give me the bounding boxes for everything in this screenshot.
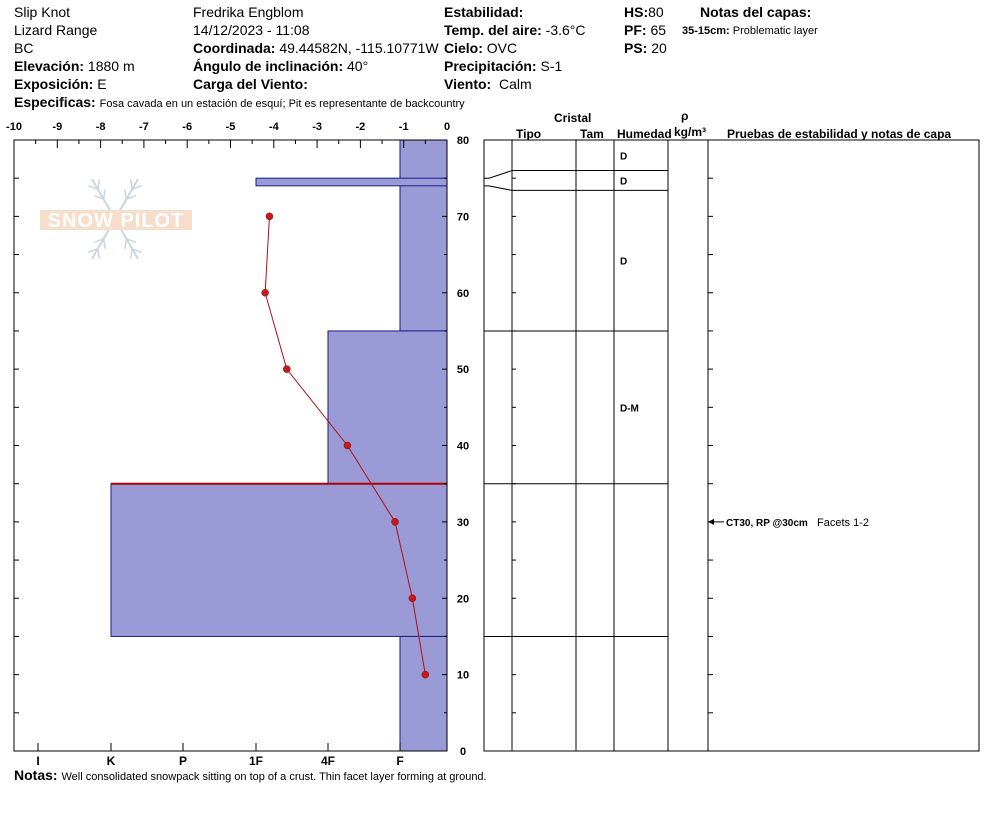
temp-tick-label: -2	[355, 121, 366, 133]
snowpilot-logo	[40, 179, 192, 259]
pf-value: 65	[650, 22, 667, 38]
temp-tick-label: -3	[312, 121, 322, 133]
layer-humidity: D	[620, 151, 628, 163]
logo-text: SNOW PILOT	[47, 210, 185, 232]
snowflake-branch	[98, 249, 100, 259]
snowflake-branch	[104, 189, 106, 199]
hardness-tick-label: I	[36, 754, 40, 768]
specifics-label: Especificas:	[14, 94, 96, 110]
height-tick-label: 70	[456, 211, 470, 224]
humedad-header: Humedad	[617, 127, 672, 141]
snowflake-branch	[125, 239, 127, 249]
exposure-value: E	[97, 76, 107, 92]
specifics-text: Fosa cavada en un estación de esquí; Pit es representante de backcountry	[99, 98, 465, 110]
pf-label: PF:	[624, 22, 647, 38]
layer-connector	[484, 186, 512, 191]
hardness-tick-label: P	[178, 754, 188, 768]
sky-value: OVC	[486, 40, 518, 56]
temp-tick-label: -7	[139, 121, 149, 133]
observation-datetime: 14/12/2023 - 11:08	[193, 22, 310, 38]
temperature-point	[262, 289, 269, 296]
temp-tick-label: 0	[443, 121, 451, 133]
ps-value: 20	[651, 40, 667, 56]
temperature-point	[392, 518, 399, 525]
layer-table-frame	[484, 140, 979, 751]
layer-connector	[484, 171, 512, 179]
temp-tick-label: -1	[398, 121, 409, 133]
hs-label: HS:	[624, 4, 649, 20]
layer-humidity: D-M	[620, 403, 639, 415]
precip-label: Precipitación:	[444, 58, 537, 74]
slope-label: Ángulo de inclinación:	[193, 58, 344, 74]
slope-value: 40°	[347, 58, 369, 74]
height-tick-label: 50	[456, 364, 470, 377]
hardness-bar	[111, 484, 447, 637]
notes-label: Notas:	[14, 767, 58, 783]
temperature-point	[409, 595, 416, 602]
temp-tick-label: -5	[225, 121, 236, 133]
temperature-point	[422, 671, 429, 678]
observer-name: Fredrika Engblom	[193, 4, 304, 20]
coordinate-value: 49.44582N, -115.10771W	[279, 40, 439, 56]
location-name: Slip Knot	[14, 4, 71, 20]
height-tick-label: 60	[456, 287, 470, 300]
region-name: BC	[14, 40, 34, 56]
hardness-bar	[328, 331, 447, 484]
notes-text: Well consolidated snowpack sitting on top of a crust. Thin facet layer forming at ground.	[61, 771, 487, 783]
height-tick-label: 40	[456, 440, 470, 453]
test-note: Facets 1-2	[817, 516, 869, 529]
height-tick-label: 80	[456, 135, 470, 147]
tests-header: Pruebas de estabilidad y notas de capa	[727, 127, 952, 141]
density-symbol: ρ	[681, 109, 689, 123]
temp-tick-label: -10	[6, 121, 22, 133]
ps-label: PS:	[624, 40, 648, 56]
air-temp-value: -3.6°C	[545, 22, 586, 38]
height-tick-label: 30	[456, 516, 470, 529]
stability-label: Estabilidad:	[444, 4, 524, 20]
air-temp-label: Temp. del aire:	[444, 22, 542, 38]
exposure-label: Exposición:	[14, 76, 94, 92]
precip-value: S-1	[540, 58, 563, 74]
temperature-point	[266, 213, 273, 220]
height-tick-label: 10	[456, 669, 470, 682]
layer-humidity: D	[620, 256, 628, 268]
test-result: CT30, RP @30cm	[726, 517, 808, 529]
snowflake-branch	[130, 249, 132, 259]
temperature-point	[283, 366, 290, 373]
layer-notes-label: Notas del capas:	[700, 4, 812, 20]
layer-note-text: Problematic layer	[732, 25, 818, 37]
hardness-bar	[400, 140, 447, 331]
layer-note-range: 35-15cm:	[682, 25, 730, 37]
hardness-bar	[400, 636, 447, 751]
snowflake-branch	[125, 189, 127, 199]
hardness-tick-label: 1F	[248, 754, 264, 768]
hardness-bar	[256, 178, 447, 186]
tipo-header: Tipo	[516, 127, 542, 141]
elevation-value: 1880 m	[87, 58, 135, 74]
density-unit: kg/m³	[674, 125, 707, 139]
layer-humidity: D	[620, 176, 628, 188]
snowflake-branch	[98, 179, 100, 189]
range-name: Lizard Range	[14, 22, 98, 38]
height-tick-label: 0	[459, 746, 467, 758]
snowflake-branch	[104, 239, 106, 249]
sky-label: Cielo:	[444, 40, 483, 56]
temp-tick-label: -9	[52, 121, 63, 133]
test-pointer-arrow	[708, 519, 714, 525]
hs-value: 80	[648, 4, 664, 20]
hardness-tick-label: 4F	[320, 754, 336, 768]
height-tick-label: 20	[456, 593, 470, 606]
wind-load-label: Carga del Viento:	[193, 76, 308, 92]
temp-tick-label: -4	[268, 121, 279, 133]
snowflake-branch	[130, 179, 132, 189]
wind-label: Viento:	[444, 76, 492, 92]
wind-value: Calm	[498, 76, 532, 92]
hardness-tick-label: K	[106, 754, 116, 768]
coordinate-label: Coordinada:	[193, 40, 276, 56]
elevation-label: Elevación:	[14, 58, 85, 74]
hardness-tick-label: F	[396, 754, 404, 768]
cristal-header: Cristal	[554, 111, 592, 125]
temperature-point	[344, 442, 351, 449]
tam-header: Tam	[580, 127, 604, 141]
temp-tick-label: -6	[182, 121, 193, 133]
temp-tick-label: -8	[95, 121, 106, 133]
